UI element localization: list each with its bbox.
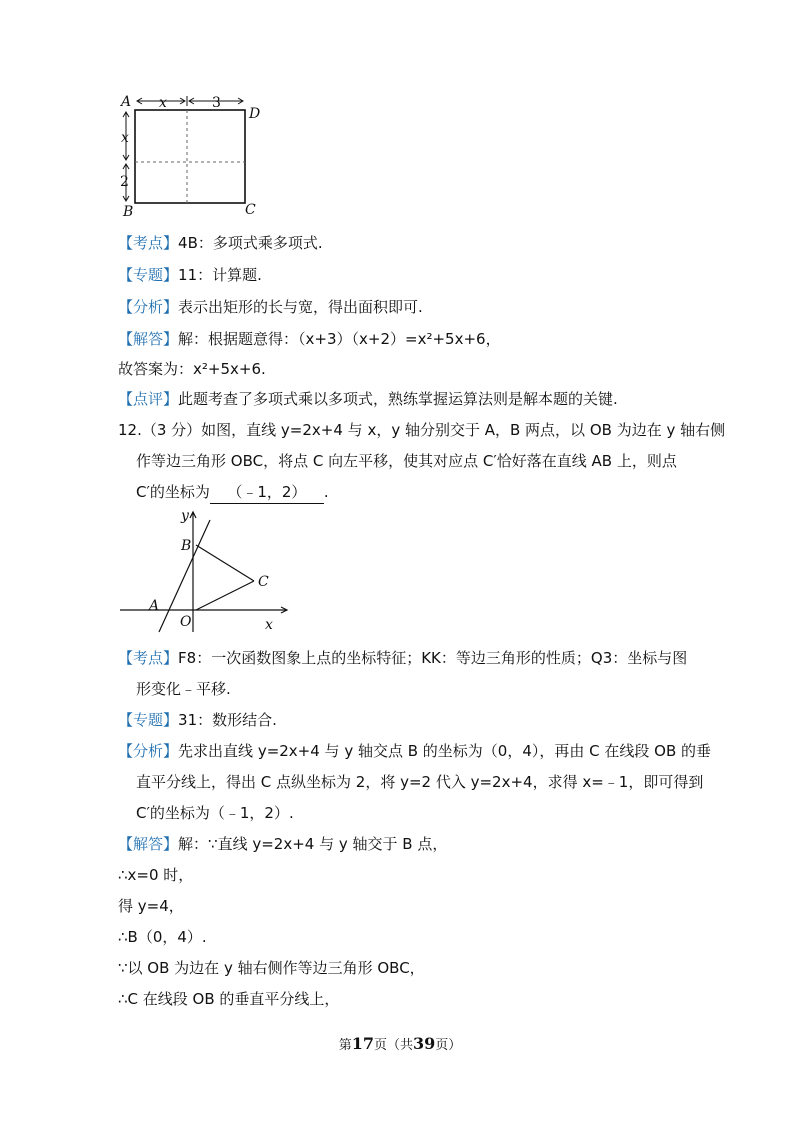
footer-page-number: 17 — [351, 1034, 374, 1053]
footer-mid: 页（共 — [373, 1038, 413, 1053]
figure-rectangle — [115, 92, 275, 220]
footer-pre: 第 — [338, 1038, 352, 1053]
fenxi-2-line2: 直平分线上，得出 C 点纵坐标为 2，将 y=2 代入 y=2x+4，求得 x=﹣1，即可得到 — [136, 773, 704, 791]
label-x: x — [265, 617, 273, 633]
q12-line2: 作等边三角形 OBC，将点 C 向左平移，使其对应点 C′恰好落在直线 AB 上，则点 — [136, 452, 677, 470]
answer-1: 故答案为：x²+5x+6. — [118, 360, 266, 378]
footer-post: 页） — [435, 1038, 462, 1053]
q12-line3 — [136, 481, 329, 504]
segment-oc — [196, 581, 254, 610]
zhuanti-1-text: 11：计算题. — [178, 266, 262, 284]
kaodian-2-line1: F8：一次函数图象上点的坐标特征；KK：等边三角形的性质；Q3：坐标与图 — [178, 649, 688, 667]
tag-fenxi-2: 分析 — [133, 742, 164, 760]
q12-line3-suffix: . — [323, 483, 329, 501]
tag-jieda: 解答 — [133, 330, 164, 348]
footer-total-pages: 39 — [413, 1034, 436, 1053]
tag-dianping: 点评 — [133, 390, 164, 408]
zhuanti-2: 【专题】31：数形结合. — [118, 711, 277, 729]
label-b: B — [123, 204, 134, 220]
label-three: 3 — [212, 95, 221, 111]
label-x-left: x — [121, 130, 129, 146]
fenxi-1-text: 表示出矩形的长与宽，得出面积即可. — [178, 298, 423, 316]
tag-zhuanti: 专题 — [133, 266, 164, 284]
label-b2: B — [181, 538, 192, 554]
dianping-1-text: 此题考查了多项式乘以多项式，熟练掌握运算法则是解本题的关键. — [178, 390, 618, 408]
fenxi-2: 【分析】先求出直线 y=2x+4 与 y 轴交点 B 的坐标为（0，4），再由 C 在线段 OB 的垂 — [118, 742, 712, 760]
kaodian-2: 【考点】F8：一次函数图象上点的坐标特征；KK：等边三角形的性质；Q3：坐标与图 — [118, 649, 688, 667]
tag-kaodian: 考点 — [133, 234, 164, 252]
step-1: ∴x=0 时， — [118, 866, 194, 884]
step-2: 得 y=4， — [118, 897, 184, 915]
figure-coordinate — [115, 506, 295, 636]
label-y: y — [181, 508, 189, 524]
fenxi-1: 【分析】表示出矩形的长与宽，得出面积即可. — [118, 298, 423, 316]
label-o: O — [180, 614, 192, 630]
tag-kaodian-2: 考点 — [133, 649, 164, 667]
step-5: ∴C 在线段 OB 的垂直平分线上， — [118, 990, 340, 1008]
tag-fenxi: 分析 — [133, 298, 164, 316]
kaodian-1: 【考点】4B：多项式乘多项式. — [118, 234, 323, 252]
tag-zhuanti-2: 专题 — [133, 711, 164, 729]
q12-answer: （﹣1，2） — [210, 481, 324, 504]
label-c2: C — [258, 574, 269, 590]
jieda-1: 【解答】解：根据题意得：（x+3）（x+2）=x²+5x+6， — [118, 330, 501, 348]
tag-jieda-2: 解答 — [133, 835, 164, 853]
label-a: A — [121, 94, 132, 110]
label-two: 2 — [120, 174, 129, 190]
q12-line3-prefix: C′的坐标为 — [136, 483, 210, 501]
step-4: ∵以 OB 为边在 y 轴右侧作等边三角形 OBC， — [118, 959, 425, 977]
dianping-1: 【点评】此题考查了多项式乘以多项式，熟练掌握运算法则是解本题的关键. — [118, 390, 618, 408]
kaodian-1-text: 4B：多项式乘多项式. — [178, 234, 323, 252]
fenxi-2-line3: C′的坐标为（﹣1，2）. — [136, 804, 294, 822]
segment-bc — [196, 545, 254, 581]
q12-line1: 12.（3 分）如图，直线 y=2x+4 与 x，y 轴分别交于 A，B 两点，以 OB 为边在 y 轴右侧 — [118, 421, 726, 439]
fenxi-2-line1: 先求出直线 y=2x+4 与 y 轴交点 B 的坐标为（0，4），再由 C 在线段 OB 的垂 — [178, 742, 712, 760]
label-d: D — [249, 106, 261, 122]
step-3: ∴B（0，4）. — [118, 928, 207, 946]
jieda-2-text: 解：∵直线 y=2x+4 与 y 轴交于 B 点， — [178, 835, 448, 853]
page-footer — [0, 1034, 800, 1053]
kaodian-2-line2: 形变化﹣平移. — [136, 680, 231, 698]
label-x-top: x — [159, 95, 167, 111]
zhuanti-2-text: 31：数形结合. — [178, 711, 277, 729]
zhuanti-1: 【专题】11：计算题. — [118, 266, 262, 284]
jieda-2: 【解答】解：∵直线 y=2x+4 与 y 轴交于 B 点， — [118, 835, 448, 853]
label-a2: A — [149, 598, 160, 614]
rectangle-abcd — [135, 110, 245, 203]
jieda-1-text: 解：根据题意得：（x+3）（x+2）=x²+5x+6， — [178, 330, 501, 348]
label-c: C — [245, 202, 256, 218]
